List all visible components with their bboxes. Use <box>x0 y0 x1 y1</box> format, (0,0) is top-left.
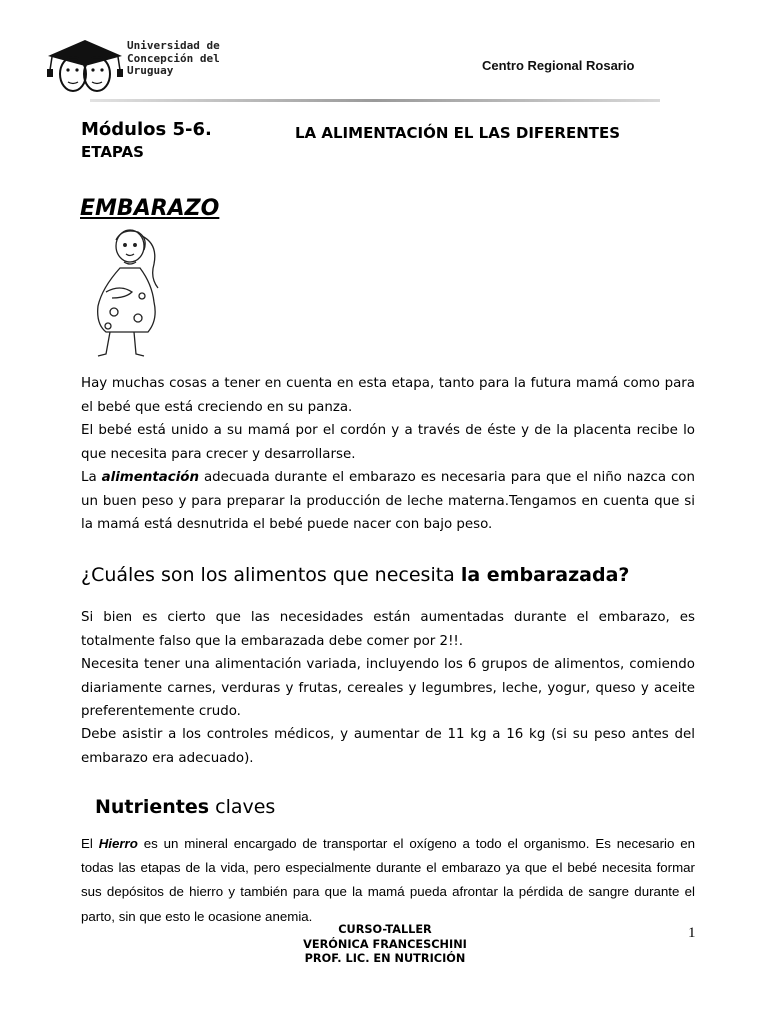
page-footer <box>240 923 530 967</box>
heading-bold: la embarazada? <box>460 564 630 586</box>
paragraph-text: El <box>81 836 99 851</box>
footer-line: PROF. LIC. EN NUTRICIÓN <box>304 952 466 965</box>
pregnant-woman-illustration <box>82 226 174 362</box>
modules-title: LA ALIMENTACIÓN EL LAS DIFERENTES <box>295 124 621 142</box>
paragraph-text: Si bien es cierto que las necesidades están aumentadas durante el embarazo, es totalmente falso que la embarazada debe comer por 2!!. <box>81 610 695 649</box>
emphasis-hierro: Hierro <box>98 836 138 851</box>
paragraph-text: Necesita tener una alimentación variada, incluyendo los 6 grupos de alimentos, comiendo diariamente carnes, verduras y frutas, cereales y legumbres, leche, yogur, queso y aceite preferentemente crudo. <box>81 657 695 719</box>
paragraph-text: Debe asistir a los controles médicos, y aumentar de 11 kg a 16 kg (si su peso antes del embarazo era adecuado). <box>81 727 695 766</box>
paragraph-text: El bebé está unido a su mamá por el cordón y a través de éste y de la placenta recibe lo que necesita para crecer y desarrollarse. <box>81 423 695 462</box>
page-number: 1 <box>688 925 696 941</box>
university-name-line: Universidad de <box>127 39 220 52</box>
header-divider <box>90 99 660 102</box>
modules-title-continuation: ETAPAS <box>81 143 144 161</box>
modules-label: Módulos 5-6. <box>81 119 212 140</box>
university-name-line: Uruguay <box>127 64 174 77</box>
paragraph <box>81 606 695 653</box>
section-heading-nutrientes <box>95 796 275 818</box>
heading-bold: Nutrientes <box>95 796 210 818</box>
paragraph <box>81 466 695 537</box>
paragraph-text: Hay muchas cosas a tener en cuenta en esta etapa, tanto para la futura mamá como para el bebé que está creciendo en su panza. <box>81 376 695 415</box>
footer-line: CURSO-TALLER <box>338 923 432 936</box>
footer-line: VERÓNICA FRANCESCHINI <box>303 937 467 951</box>
paragraph-text: La <box>81 470 102 485</box>
pregnant-woman-icon <box>82 226 174 362</box>
section-heading-embarazo: EMBARAZO <box>80 196 220 221</box>
section-heading-alimentos <box>81 564 629 586</box>
emphasis-alimentacion: alimentación <box>101 470 200 485</box>
mortarboard-faces-icon <box>44 36 126 96</box>
paragraph <box>81 653 695 724</box>
heading-text: claves <box>209 796 276 818</box>
paragraph-text: es un mineral encargado de transportar el oxígeno a todo el organismo. Es necesario en todas las etapas de la vida, pero especialmente durante el embarazo ya que el bebé necesita formar sus depósitos de hierro y también para que la mamá pueda afrontar la pérdida de sangre durante el parto, sin que esto le ocasione anemia. <box>81 836 695 924</box>
paragraph <box>81 723 695 770</box>
paragraph-text: adecuada durante el embarazo es necesaria para que el niño nazca con un buen peso y para preparar la producción de leche materna.Tengamos en cuenta que si la mamá está desnutrida el bebé puede nacer con bajo peso. <box>81 470 695 532</box>
university-logo <box>44 36 229 96</box>
university-name-line: Concepción del <box>127 51 220 65</box>
paragraph-hierro <box>81 832 695 929</box>
heading-text: ¿Cuáles son los alimentos que necesita <box>81 564 461 586</box>
university-name <box>127 40 237 78</box>
paragraph <box>81 419 695 466</box>
regional-center: Centro Regional Rosario <box>482 58 635 73</box>
paragraph <box>81 372 695 419</box>
